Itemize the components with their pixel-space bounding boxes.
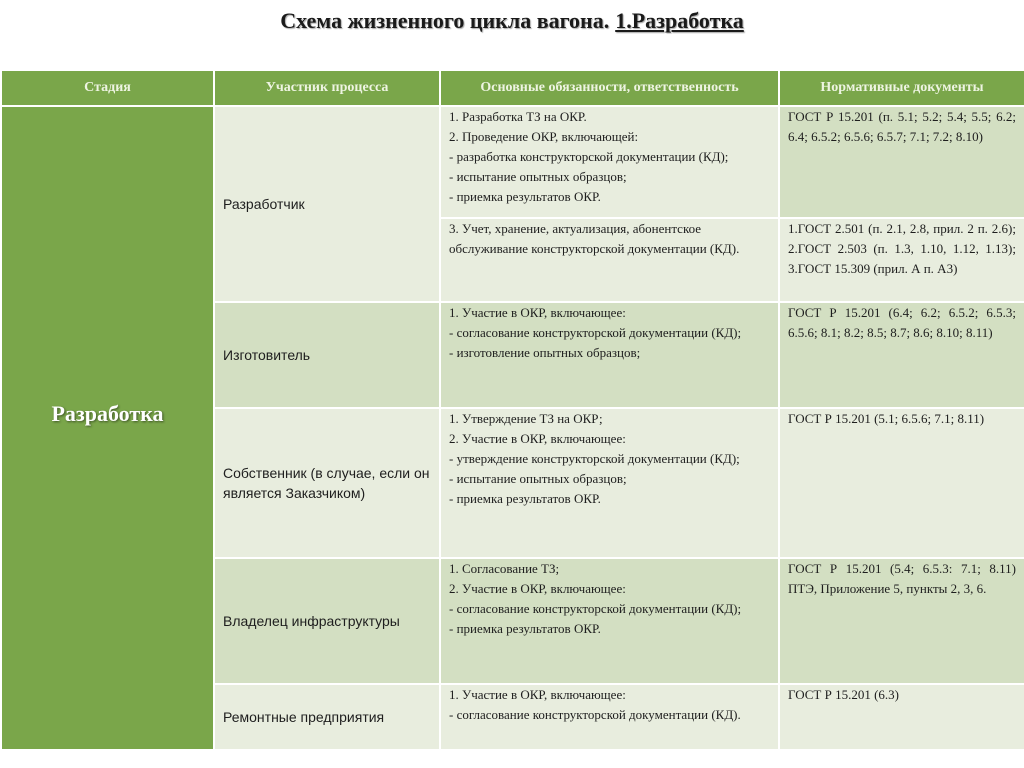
duties-cell [440,684,779,750]
duty-line: - согласование конструкторской документации (КД); [449,601,742,616]
lifecycle-table [0,69,1024,751]
docs-cell: 1.ГОСТ 2.501 (п. 2.1, 2.8, прил. 2 п. 2.6); 2.ГОСТ 2.503 (п. 1.3, 1.10, 1.12, 1.13); 3.ГОСТ 15.309 (прил. А п. А3) [779,218,1024,302]
duty-line: 2. Участие в ОКР, включающее: [449,581,626,596]
participant-cell: Ремонтные предприятия [214,684,440,750]
header-stage: Стадия [1,70,214,106]
header-participant: Участник процесса [214,70,440,106]
duty-line: 1. Согласование ТЗ; [449,561,560,576]
participant-cell: Собственник (в случае, если он является Заказчиком) [214,408,440,558]
participant-cell: Владелец инфраструктуры [214,558,440,684]
duty-line: - утверждение конструкторской документации (КД); [449,451,740,466]
docs-cell: ГОСТ Р 15.201 (6.3) [779,684,1024,750]
participant-cell: Разработчик [214,106,440,302]
duties-cell [440,302,779,408]
header-docs: Нормативные документы [779,70,1024,106]
duty-line: - разработка конструкторской документации (КД); [449,149,729,164]
duty-line: 2. Проведение ОКР, включающей: [449,129,639,144]
docs-cell: ГОСТ Р 15.201 (п. 5.1; 5.2; 5.4; 5.5; 6.2; 6.4; 6.5.2; 6.5.6; 6.5.7; 7.1; 7.2; 8.10) [779,106,1024,218]
duty-line: 1. Утверждение ТЗ на ОКР; [449,411,603,426]
title-section: 1.Разработка [615,8,744,33]
stage-cell: Разработка [1,106,214,750]
title-main: Схема жизненного цикла вагона. [280,8,610,33]
duty-line: 1. Участие в ОКР, включающее: [449,687,626,702]
duty-line: - приемка результатов ОКР. [449,621,601,636]
duty-line: - приемка результатов ОКР. [449,491,601,506]
duty-line: 2. Участие в ОКР, включающее: [449,431,626,446]
duty-line: - согласование конструкторской документации (КД); [449,325,742,340]
duties-cell [440,408,779,558]
docs-cell: ГОСТ Р 15.201 (6.4; 6.2; 6.5.2; 6.5.3; 6.5.6; 8.1; 8.2; 8.5; 8.7; 8.6; 8.10; 8.11) [779,302,1024,408]
page-title [0,8,1024,34]
table-row [1,106,1024,218]
duty-line: 1. Участие в ОКР, включающее: [449,305,626,320]
duty-line: - согласование конструкторской документации (КД). [449,707,741,722]
participant-cell: Изготовитель [214,302,440,408]
duty-line: - изготовление опытных образцов; [449,345,641,360]
header-row [1,70,1024,106]
duty-line: - испытание опытных образцов; [449,471,627,486]
duties-cell [440,218,779,302]
header-duties: Основные обязанности, ответственность [440,70,779,106]
docs-cell: ГОСТ Р 15.201 (5.1; 6.5.6; 7.1; 8.11) [779,408,1024,558]
duties-cell [440,106,779,218]
docs-cell: ГОСТ Р 15.201 (5.4; 6.5.3: 7.1; 8.11) ПТЭ, Приложение 5, пункты 2, 3, 6. [779,558,1024,684]
duties-cell [440,558,779,684]
duty-line: 1. Разработка ТЗ на ОКР. [449,109,587,124]
duty-line: - испытание опытных образцов; [449,169,627,184]
duty-line: 3. Учет, хранение, актуализация, абонентское обслуживание конструкторской документации (КД). [449,221,740,256]
duty-line: - приемка результатов ОКР. [449,189,601,204]
